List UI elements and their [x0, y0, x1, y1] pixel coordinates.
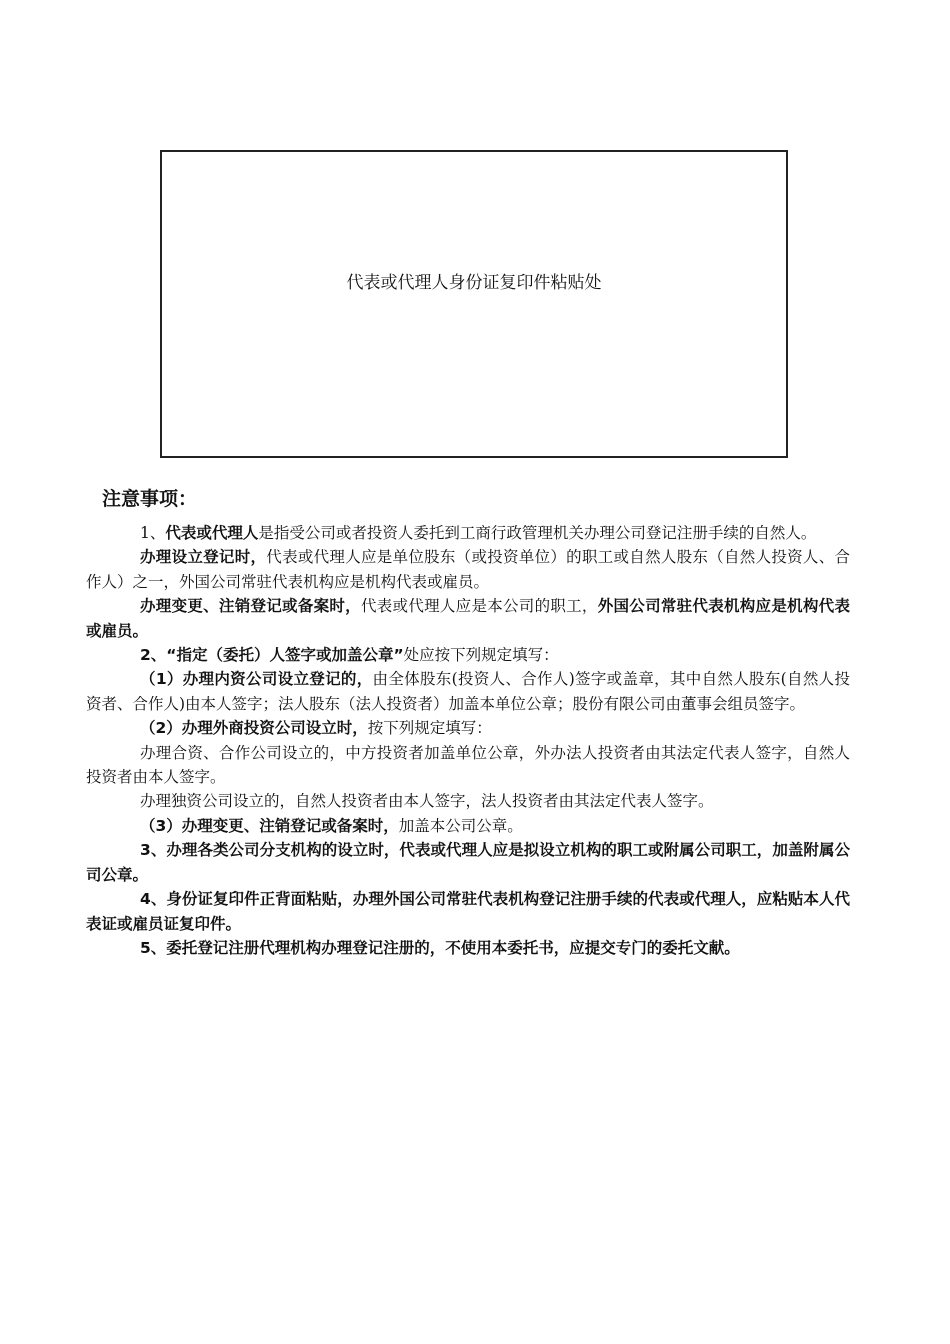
note-text-bold: 5、委托登记注册代理机构办理登记注册的，不使用本委托书，应提交专门的委托文献。	[140, 938, 740, 957]
note-text: 办理独资公司设立的，自然人投资者由本人签字，法人投资者由其法定代表人签字。	[140, 792, 714, 811]
note-text: 1、	[140, 524, 166, 542]
note-paragraph-3	[86, 838, 850, 887]
note-paragraph-sole-venture	[86, 789, 850, 813]
note-text: 按下列规定填写：	[367, 719, 492, 738]
note-text-bold: 办理变更、注销登记或备案时，	[140, 597, 361, 616]
note-text-bold: 2、“指定（委托）人签字或加盖公章”	[140, 646, 404, 665]
note-text-bold: （2）办理外商投资公司设立时，	[140, 719, 368, 738]
note-paragraph-1	[86, 521, 850, 545]
note-text: 是指受公司或者投资人委托到工商行政管理机关办理公司登记注册手续的自然人。	[258, 524, 817, 542]
note-text-bold: （1）办理内资公司设立登记的，	[140, 670, 373, 689]
note-paragraph-2-3	[86, 814, 850, 838]
note-text-bold: （3）办理变更、注销登记或备案时，	[140, 816, 399, 835]
note-text: 代表或代理人应是单位股东（或投资单位）的职工或自然人股东（自然人投资人、合作人）之一，外国公司常驻代表机构应是机构代表或雇员。	[86, 548, 850, 591]
note-paragraph-5	[86, 936, 850, 960]
note-paragraph-4	[86, 887, 850, 936]
note-text-bold: 3、办理各类公司分支机构的设立时，代表或代理人应是拟设立机构的职工或附属公司职工，加盖附属公司公章。	[86, 841, 850, 884]
paste-box-label: 代表或代理人身份证复印件粘贴处	[346, 273, 602, 293]
note-text-bold: 办理设立登记时，	[140, 548, 267, 567]
note-text: 加盖本公司公章。	[398, 816, 523, 835]
note-paragraph-2-2	[86, 716, 850, 740]
note-text-bold: 代表或代理人	[165, 524, 259, 542]
note-paragraph-change	[86, 594, 850, 643]
note-text-bold: 外国公司常驻代表机构应是机构代表或雇员。	[86, 597, 850, 640]
note-text-bold: 4、身份证复印件正背面粘贴，办理外国公司常驻代表机构登记注册手续的代表或代理人，应粘贴本人代表证或雇员证复印件。	[86, 890, 850, 933]
notes-body	[86, 521, 850, 960]
note-text: 处应按下列规定填写：	[403, 646, 559, 665]
note-text: 代表或代理人应是本公司的职工，	[360, 597, 598, 616]
note-paragraph-setup	[86, 545, 850, 594]
note-text: 办理合资、合作公司设立的，中方投资者加盖单位公章，外办法人投资者由其法定代表人签字，自然人投资者由本人签字。	[86, 743, 850, 787]
notes-heading: 注意事项：	[102, 488, 198, 510]
id-copy-paste-box	[160, 150, 788, 458]
note-paragraph-joint-venture	[86, 741, 850, 790]
note-paragraph-2-1	[86, 667, 850, 716]
note-text: 由全体股东(投资人、合作人)签字或盖章，其中自然人股东(自然人投资者、合作人)由本人签字；法人股东（法人投资者）加盖本单位公章；股份有限公司由董事会组员签字。	[86, 670, 850, 713]
note-paragraph-2	[86, 643, 850, 667]
